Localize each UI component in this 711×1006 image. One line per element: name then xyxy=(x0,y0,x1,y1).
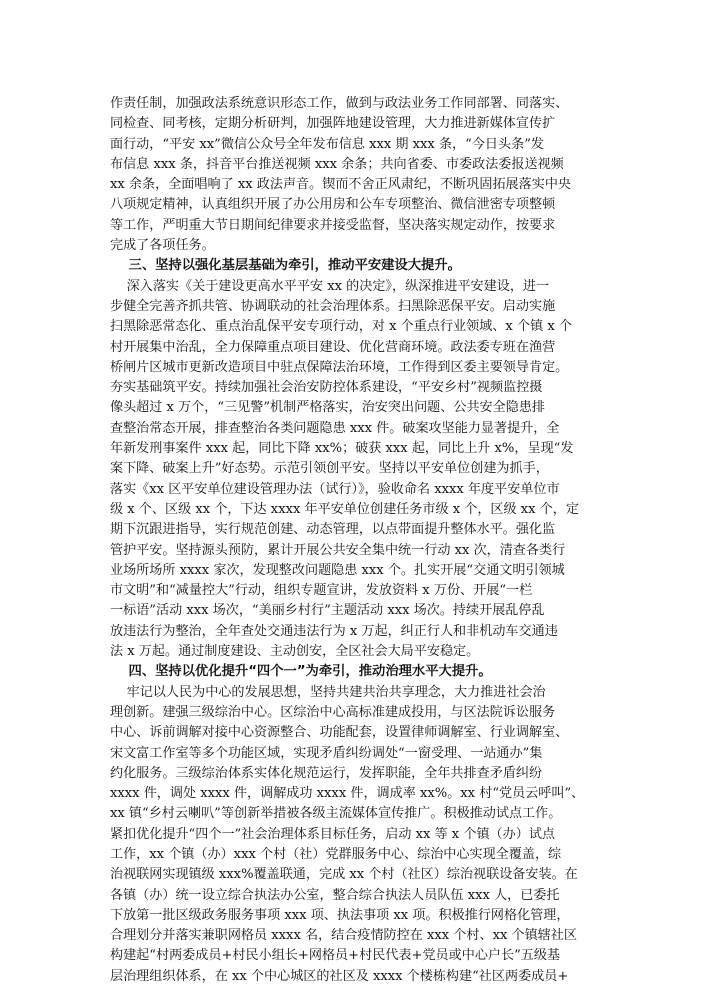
body-text-line: xx 镇“乡村云喇叭”等创新举措被各级主流媒体宣传推广。积极推动试点工作。 xyxy=(110,806,562,822)
body-text-line: 扫黑除恶常态化、重点治乱保平安专项行动，对 x 个重点行业领域、x 个镇 x 个 xyxy=(110,319,572,335)
body-text-line: 步健全完善齐抓共管、协调联动的社会治理体系。扫黑除恶保平安。启动实施 xyxy=(110,298,556,314)
body-text-line: 治视联网实现镇级 xxx%覆盖联通，完成 xx 个村（社区）综治视联设备安装。在 xyxy=(110,867,578,883)
section-heading: 三、坚持以强化基层基础为牵引，推动平安建设大提升。 xyxy=(110,258,461,274)
body-text-line: 理创新。建强三级综治中心。区综治中心高标准建成投用，与区法院诉讼服务 xyxy=(110,704,556,720)
body-text-line: 放违法行为整治，全年查处交通违法行为 x 万起，纠正行人和非机动车交通违 xyxy=(110,623,558,639)
body-text-line: 一标语”活动 xxx 场次，“美丽乡村行”主题活动 xxx 场次。持续开展乱停乱 xyxy=(110,603,545,619)
body-text-line: 法 x 万起。通过制度建设、主动创安，全区社会大局平安稳定。 xyxy=(110,644,480,660)
body-text-line: 等工作，严明重大节日期间纪律要求并接受监督，坚决落实规定动作，按要求 xyxy=(110,217,556,233)
body-text-line: 各镇（办）统一设立综合执法办公室，整合综合执法人员队伍 xxx 人，已委托 xyxy=(110,887,560,903)
body-text-line: 布信息 xxx 条，抖音平台推送视频 xxx 余条；共向省委、市委政法委报送视频 xyxy=(110,156,564,172)
body-text-line: 落实《xx 区平安单位建设管理办法（试行）》，验收命名 xxxx 年度平安单位市 xyxy=(110,481,560,497)
body-text-line: 牢记以人民为中心的发展思想，坚持共建共治共享理念，大力推进社会治 xyxy=(110,684,546,700)
body-text-line: 年新发刑事案件 xxx 起，同比下降 xx%；破获 xxx 起，同比上升 x%，呈现“发 xyxy=(110,441,574,457)
body-text-line: 八项规定精神，认真组织开展了办公用房和公车专项整治、微信泄密专项整顿 xyxy=(110,197,556,213)
body-text-line: 宋文富工作室等多个功能区域，实现矛盾纠纷调处“一窗受理、一站通办”集 xyxy=(110,745,543,761)
document-body xyxy=(110,94,612,987)
body-text-line: 市文明”和“减量控大”行动，组织专题宣讲，发放资料 x 万份、开展“一栏 xyxy=(110,583,533,599)
body-text-line: 查整治常态开展，排查整治各类问题隐患 xxx 件。破案攻坚能力显著提升，全 xyxy=(110,420,560,436)
body-text-line: 工作，xx 个镇（办）xxx 个村（社）党群服务中心、综治中心实现全覆盖，综 xyxy=(110,846,562,862)
body-text-line: 管护平安。坚持源头预防，累计开展公共安全集中统一行动 xx 次，清查各类行 xyxy=(110,542,566,558)
body-text-line: 桥闸片区城市更新改造项目中驻点保障法治环境，工作得到区委主要领导肯定。 xyxy=(110,359,569,375)
body-text-line: 面行动，“平安 xx”微信公众号全年发布信息 xxx 期 xxx 条，“今日头条”发 xyxy=(110,136,545,152)
body-text-line: 作责任制，加强政法系统意识形态工作，做到与政法业务工作同部署、同落实、 xyxy=(110,96,569,111)
body-text-line: 同检查、同考核，定期分析研判，加强阵地建设管理，大力推进新媒体宣传扩 xyxy=(110,116,556,132)
section-heading: 四、坚持以优化提升“四个一”为牵引，推动治理水平大提升。 xyxy=(110,664,492,680)
body-text-line: 业场所场所 xxxx 家次，发现整改问题隐患 xxx 个。扎实开展“交通文明引领城 xyxy=(110,562,565,578)
body-text-line: 案下降、破案上升”好态势。示范引领创平安。坚持以平安单位创建为抓手， xyxy=(110,461,549,477)
body-text-line: 村开展集中治乱，全力保障重点项目建设、优化营商环境。政法委专班在渔营 xyxy=(110,339,556,355)
body-text-line: 层治理组织体系，在 xx 个中心城区的社区及 xxxx 个楼栋构建“社区两委成员+ xyxy=(110,968,569,984)
body-text-line: 约化服务。三级综治体系实体化规范运行，发挥职能，全年共排查矛盾纠纷 xyxy=(110,765,543,781)
body-text-line: 完成了各项任务。 xyxy=(110,238,215,254)
body-text-line: 紧扣优化提升“四个一”社会治理体系目标任务，启动 xx 等 x 个镇（办）试点 xyxy=(110,826,556,842)
body-text-line: 深入落实《关于建设更高水平平安 xx 的决定》，纵深推进平安建设，进一 xyxy=(110,278,550,294)
body-text-line: 中心、诉前调解对接中心资源整合、功能配套，设置律师调解室、行业调解室、 xyxy=(110,725,569,741)
body-text-line: 合理划分并落实兼职网格员 xxxx 名，结合疫情防控在 xxx 个村、xx 个镇辖社区 xyxy=(110,928,577,944)
body-text-line: 夯实基础筑平安。持续加强社会治安防控体系建设，“平安乡村”视频监控摄 xyxy=(110,380,543,396)
body-text-line: 级 x 个、区级 xx 个，下达 xxxx 年平安单位创建任务市级 x 个，区级 xx 个，定 xyxy=(110,501,579,517)
body-text-line: xxxx 件，调处 xxxx 件，调解成功 xxxx 件，调成率 xx%。xx 村“党员云呼叫”、 xyxy=(110,786,585,802)
body-text-line: 下放第一批区级政务服务事项 xxx 项、执法事项 xx 项。积极推行网格化管理， xyxy=(110,907,570,923)
body-text-line: 像头超过 x 万个，“三见警”机制严格落实，治安突出问题、公共安全隐患排 xyxy=(110,400,546,416)
body-text-line: 构建起“村两委成员+村民小组长+网格员+村民代表+党员或中心户长”五级基 xyxy=(110,948,561,964)
body-text-line: 期下沉跟进指导，实行规范创建、动态管理，以点带面提升整体水平。强化监 xyxy=(110,522,556,538)
body-text-line: xx 余条，全面唱响了 xx 政法声音。锲而不舍正风肃纪，不断巩固拓展落实中央 xyxy=(110,177,572,193)
